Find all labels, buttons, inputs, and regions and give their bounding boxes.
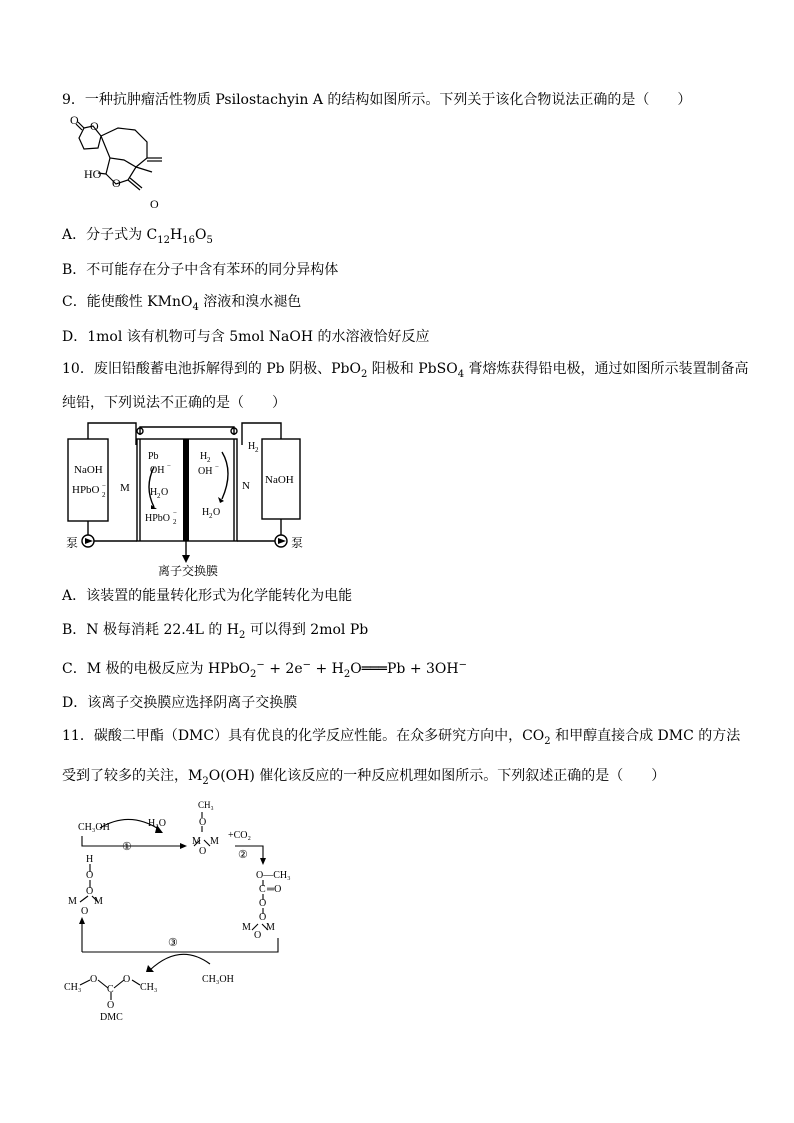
- text: 膏熔炼获得铅电极，通过如图所示装置制备高: [464, 361, 749, 377]
- atom-o: O: [199, 817, 207, 828]
- text: O(OH) 催化该反应的一种反应机理如图所示。下列叙述正确的是（ ）: [208, 768, 666, 784]
- sub: 2: [343, 668, 351, 680]
- text: C．M 极的电极反应为 HPbO: [62, 661, 251, 677]
- svg-text:O: O: [161, 487, 169, 498]
- q11-stem-line2: [62, 767, 665, 785]
- text: 阳极和 PbSO: [367, 361, 458, 377]
- formula-part: O: [194, 227, 207, 243]
- q11-mechanism-figure: [60, 800, 320, 1025]
- q10-fig-right-naoh: NaOH: [265, 474, 294, 486]
- q9-option-a[interactable]: [62, 226, 213, 244]
- q10-fig-n: N: [242, 480, 250, 492]
- sub: 2: [360, 368, 368, 380]
- q11-fig-step1: ①: [122, 841, 132, 853]
- q9-option-c-text: C．能使酸性 KMnO: [62, 294, 193, 310]
- q10-fig-pump-right: 泵: [291, 536, 304, 550]
- q10-fig-h2o: H: [150, 487, 158, 498]
- atom-o: O: [107, 1000, 115, 1011]
- q11-fig-h2o: H₂O: [148, 818, 166, 829]
- sub: 4: [457, 368, 465, 380]
- atom-o: O: [259, 912, 267, 923]
- atom-o: O: [86, 870, 94, 881]
- q9-option-b[interactable]: B．不可能存在分子中含有苯环的同分异构体: [62, 262, 339, 278]
- q9-structure-figure: [66, 112, 186, 214]
- atom-h: H: [86, 854, 94, 865]
- text: + H: [311, 661, 344, 677]
- sub: 4: [192, 301, 199, 313]
- svg-text:2: 2: [209, 512, 213, 520]
- q10-fig-hpbo2: HPbO: [145, 513, 171, 524]
- q9-option-d[interactable]: D．1mol 该有机物可与含 5mol NaOH 的水溶液恰好反应: [62, 329, 430, 345]
- q10-fig-oh: OH: [150, 465, 165, 476]
- q11-fig-step2: ②: [238, 849, 248, 861]
- formula-part: H: [170, 227, 183, 243]
- text: 可以得到 2mol Pb: [245, 622, 369, 638]
- q11-fig-ch3oh-top: CH₃OH: [78, 822, 110, 833]
- q11-stem-line1: [62, 727, 740, 745]
- sub: 2: [202, 775, 209, 787]
- atom-o: O: [86, 886, 94, 897]
- svg-text:−: −: [215, 463, 219, 471]
- q10-option-d[interactable]: D．该离子交换膜应选择阴离子交换膜: [62, 695, 298, 711]
- q10-fig-pb: Pb: [148, 451, 159, 462]
- q11-fig-dmc-label: DMC: [100, 1012, 123, 1023]
- carbonyl-o: ═O: [267, 884, 282, 895]
- text: 10．废旧铅酸蓄电池拆解得到的 Pb 阴极、PbO: [62, 361, 361, 377]
- sup: −: [302, 659, 311, 671]
- q10-fig-pump-left: 泵: [66, 536, 79, 550]
- q10-option-c[interactable]: [62, 660, 467, 678]
- q9-fig-ho: HO: [84, 167, 102, 181]
- q10-fig-h2o-right: H: [202, 507, 210, 518]
- atom-m: M: [242, 922, 251, 933]
- q10-fig-left-hpbo: HPbO: [72, 484, 100, 496]
- svg-text:2: 2: [255, 446, 259, 454]
- atom-m: M: [266, 922, 275, 933]
- q9-stem: 9．一种抗肿瘤活性物质 Psilostachyin A 的结构如图所示。下列关于该化合物说法正确的是（ ）: [62, 92, 692, 108]
- svg-text:−: −: [173, 509, 177, 517]
- svg-text:2: 2: [102, 491, 106, 499]
- svg-text:O: O: [213, 507, 221, 518]
- q10-fig-oh-right: OH: [198, 466, 213, 477]
- atom-c: C: [107, 984, 114, 995]
- atom-o: O: [90, 974, 98, 985]
- atom-o: O: [81, 906, 89, 917]
- q11-fig-co2: +CO₂: [228, 830, 252, 841]
- q9-option-a-text: A．分子式为 C: [62, 227, 158, 243]
- sup: −: [458, 659, 467, 671]
- q11-fig-dmc-ch3-left: CH₃: [64, 982, 82, 993]
- sup: −: [256, 659, 265, 671]
- q10-fig-left-naoh: NaOH: [74, 464, 103, 476]
- text: + 2e: [264, 661, 303, 677]
- formula-part: 溶液和溴水褪色: [198, 294, 302, 310]
- svg-text:−: −: [167, 462, 171, 470]
- q10-fig-h2: H: [200, 451, 208, 462]
- q9-fig-o-lactone: O: [112, 176, 121, 190]
- text: B．N 极每消耗 22.4L 的 H: [62, 622, 240, 638]
- q10-electrolysis-figure: [62, 417, 312, 577]
- atom-m: M: [94, 896, 103, 907]
- q9-fig-o-ring: O: [90, 119, 99, 133]
- atom-m: M: [192, 836, 201, 847]
- q10-option-b[interactable]: [62, 621, 368, 639]
- q11-fig-o-ch3: O—CH₃: [256, 870, 291, 881]
- sub: 2: [239, 629, 246, 641]
- atom-o: O: [199, 846, 207, 857]
- sub: 5: [206, 234, 213, 246]
- text: O═══Pb + 3OH: [350, 661, 459, 677]
- q9-fig-o-top: O: [70, 113, 79, 127]
- atom-o: O: [259, 898, 267, 909]
- q10-stem-line2: 纯铅，下列说法不正确的是（ ）: [62, 395, 286, 411]
- q10-fig-m: M: [120, 482, 130, 494]
- q11-fig-ch3oh-bottom: CH₃OH: [202, 974, 234, 985]
- svg-text:−: −: [102, 482, 106, 490]
- sub: 2: [250, 668, 257, 680]
- sub: 16: [182, 234, 195, 246]
- atom-m: M: [68, 896, 77, 907]
- q10-option-a[interactable]: A．该装置的能量转化形式为化学能转化为电能: [62, 588, 353, 604]
- sub: 12: [157, 234, 171, 246]
- q11-fig-ch3-top: CH₃: [198, 800, 214, 810]
- q11-fig-dmc-ch3-right: CH₃: [140, 982, 158, 993]
- q10-stem-line1: [62, 360, 749, 378]
- text: 11．碳酸二甲酯（DMC）具有优良的化学反应性能。在众多研究方向中，CO: [62, 728, 545, 744]
- text: 受到了较多的关注，M: [62, 768, 203, 784]
- q10-fig-h2-ext: H: [248, 441, 256, 452]
- atom-c: C: [259, 884, 266, 895]
- q11-fig-step3: ③: [168, 937, 178, 949]
- svg-text:2: 2: [173, 518, 177, 526]
- q10-fig-membrane-label: 离子交换膜: [158, 564, 219, 577]
- atom-m: M: [210, 836, 219, 847]
- text: 和甲醇直接合成 DMC 的方法: [550, 728, 741, 744]
- atom-o: O: [254, 930, 262, 941]
- ion-exchange-membrane-bar: [183, 439, 189, 541]
- q9-option-c[interactable]: [62, 293, 301, 311]
- atom-o: O: [123, 974, 131, 985]
- svg-text:2: 2: [157, 492, 161, 500]
- sub: 2: [544, 735, 551, 747]
- q9-fig-o-carbonyl: O: [150, 197, 159, 211]
- svg-text:2: 2: [207, 456, 211, 464]
